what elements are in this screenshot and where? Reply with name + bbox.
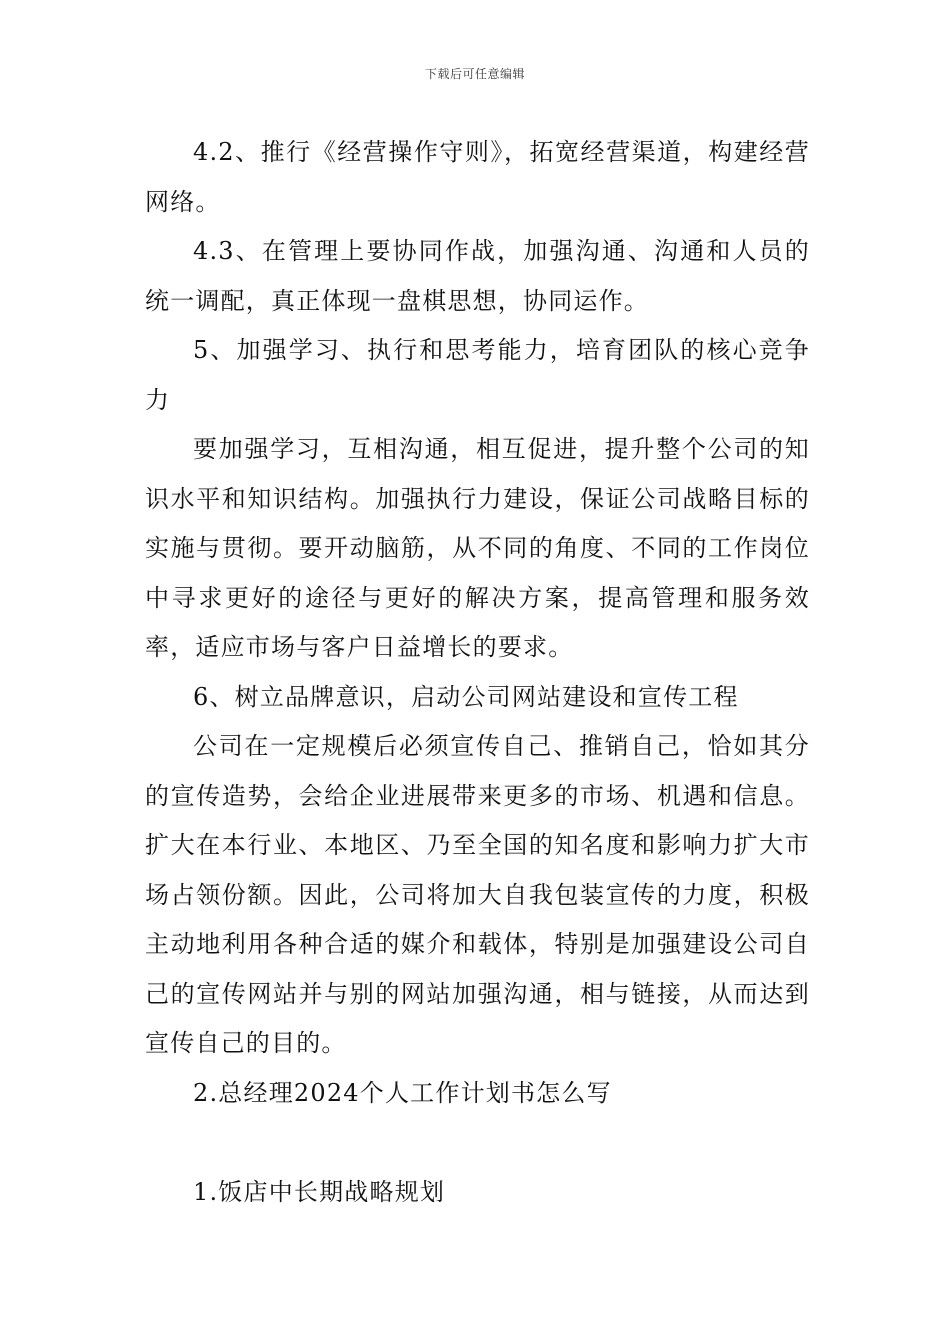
section-heading-2: 2.总经理2024个人工作计划书怎么写 [193, 1078, 612, 1107]
section-heading-6: 6、树立品牌意识，启动公司网站建设和宣传工程 [193, 682, 739, 711]
page-header-note: 下载后可任意编辑 [424, 67, 525, 81]
paragraph-branding: 公司在一定规模后必须宣传自己、推销自己，恰如其分的宣传造势，会给企业进展带来更多的市场、机遇和信息。扩大在本行业、本地区、乃至全国的知名度和影响力扩大市场占领份额。因此，公司将加大自我包装宣传的力度，积极主动地利用各种合适的媒介和载体，特别是加强建设公司自己的宣传网站并与别的网站加强沟通，相与链接，从而达到宣传自己的目的。 [145, 732, 810, 1057]
section-heading-5: 5、加强学习、执行和思考能力，培育团队的核心竞争力 [145, 336, 810, 414]
paragraph-4-3: 4.3、在管理上要协同作战，加强沟通、沟通和人员的统一调配，真正体现一盘棋思想，协同运作。 [145, 237, 810, 315]
paragraph-learning: 要加强学习，互相沟通，相互促进，提升整个公司的知识水平和知识结构。加强执行力建设，保证公司战略目标的实施与贯彻。要开动脑筋，从不同的角度、不同的工作岗位中寻求更好的途径与更好的解决方案，提高管理和服务效率，适应市场与客户日益增长的要求。 [145, 435, 810, 661]
document-body [145, 128, 810, 1218]
section-heading-1: 1.饭店中长期战略规划 [193, 1178, 446, 1206]
paragraph-4-2: 4.2、推行《经营操作守则》，拓宽经营渠道，构建经营网络。 [145, 138, 810, 216]
